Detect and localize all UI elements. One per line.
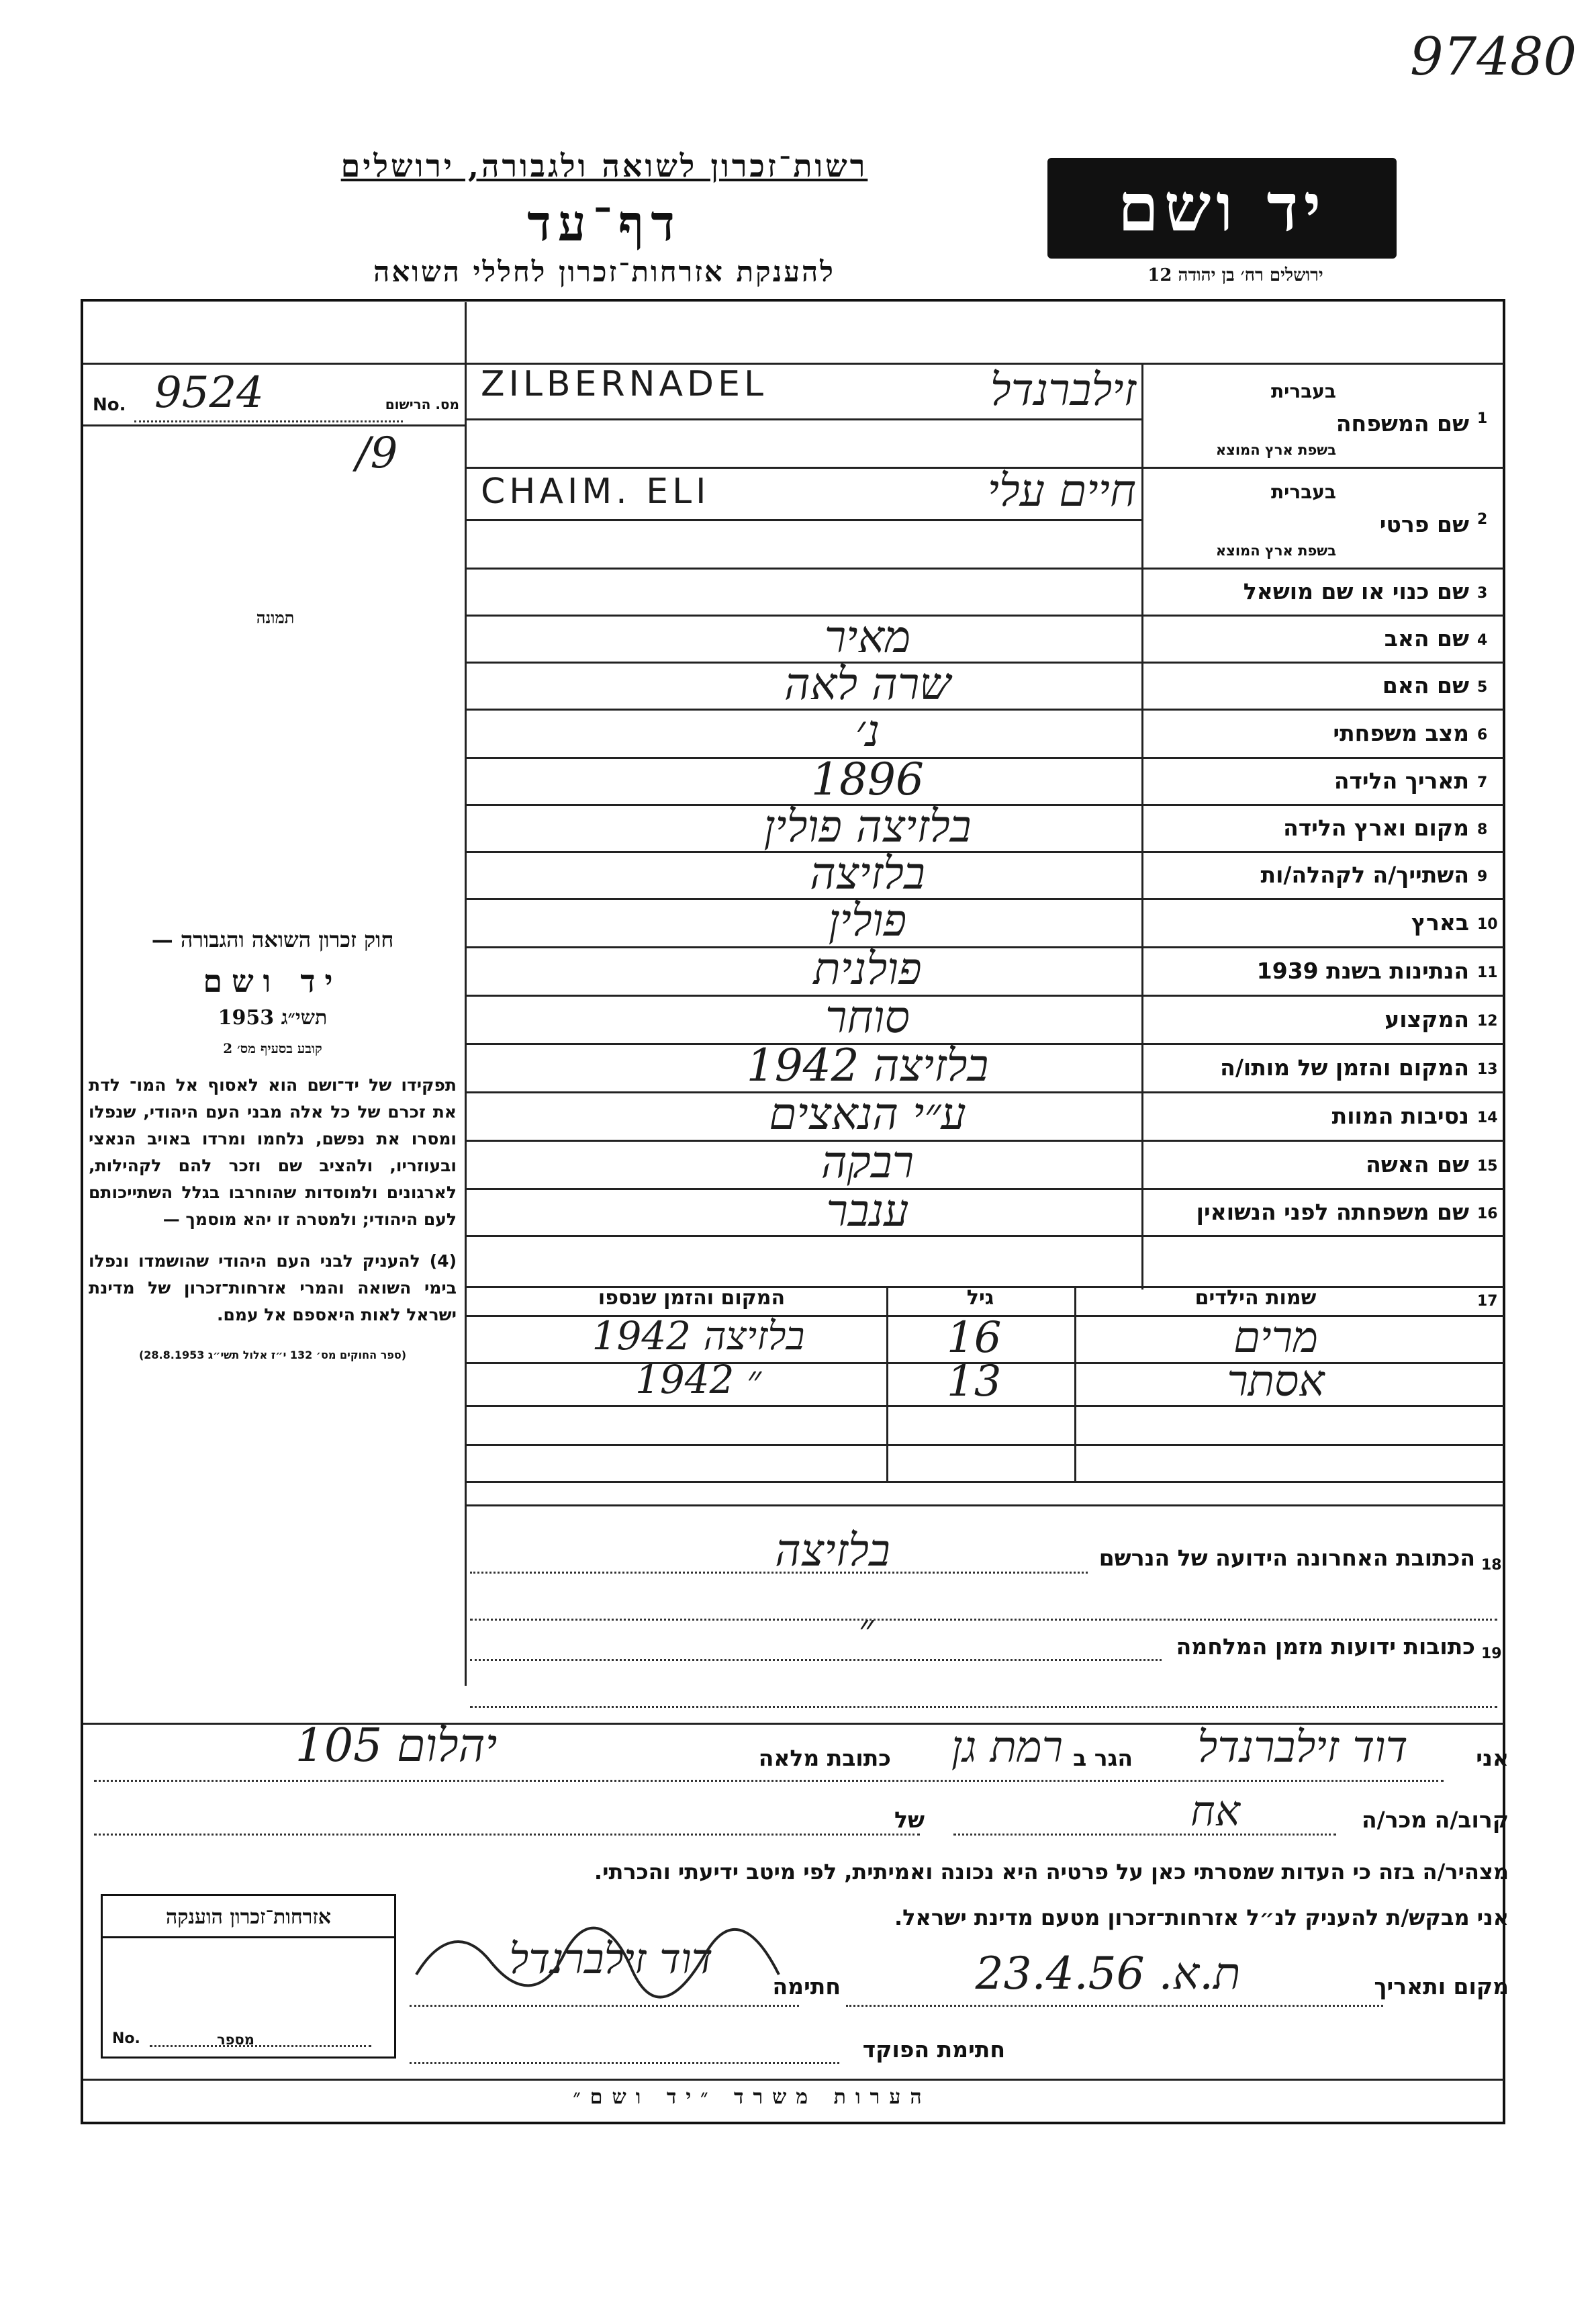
field-number: 6 [1477,727,1488,743]
field-label: שם האב [1384,625,1469,651]
field-18-label: הכתובת האחרונה הידועה של הנרשם [1098,1545,1475,1571]
field-value: 1896 [811,754,924,805]
registry-box [87,368,463,478]
registry-number: 9524 [154,368,264,418]
field-label: שם האם [1382,672,1469,698]
field-number: 8 [1477,821,1488,838]
field-sublabel-hebrew: בעברית [1270,380,1336,402]
field-18-value: בלזיצה [775,1525,890,1576]
field-value: זילברנדל [990,364,1136,416]
field-row [465,1185,1504,1237]
field-value: בלזיצה [810,848,925,899]
law-year: תשי״ג 1953 [218,1006,328,1030]
field-row [465,611,1504,664]
field-value: חיים עלי [987,465,1136,516]
logo-text: יד ושם [1117,169,1327,246]
field-number: 7 [1477,774,1488,791]
form-title: דף־עד [527,195,682,253]
logo-address: ירושלים רח׳ בן יהודה 12 [1147,265,1323,285]
field-sublabel-hebrew: בעברית [1270,481,1336,503]
grant-box [101,1894,396,2059]
field-row [465,465,1504,570]
decl-place-date-value: ת.א. 23.4.56 [975,1948,1241,1999]
children-col-names: שמות הילדים [1194,1286,1317,1310]
form-subtitle: להענקת אזרחות־זכרון לחללי השואה [373,255,835,288]
field-label: מקום וארץ הלידה [1283,815,1469,841]
field-18-number: 18 [1481,1557,1502,1574]
field-row [465,943,1504,997]
field-row [465,1088,1504,1142]
field-label: הנתינות בשנת 1939 [1256,958,1469,984]
decl-city: רמת גן [951,1723,1064,1772]
grant-no-label: No. [112,2030,140,2047]
field-label: המקצוע [1384,1006,1469,1032]
law-panel [89,927,457,1361]
decl-relation-value: אח [1190,1787,1240,1836]
law-name: יד ושם [203,963,342,999]
archive-number: 97480 [1410,27,1577,87]
decl-statement-1: מצהיר/ה בזה כי העדות שמסרתי כאן על פרטיה היא נכונה ואמיתית, לפי מיטב ידיעתי והכרתי. [594,1859,1509,1885]
officer-signature-label: חתימת הפוקד [862,2036,1005,2063]
field-value: רבקה [820,1136,914,1188]
field-value: שרה לאה [784,658,951,710]
law-footnote: (ספר החוקים מס׳ 132 י״ז אלול תשי״ג 28.8.1953) [138,1349,407,1361]
decl-prefix: אני [1476,1745,1509,1771]
decl-place-date-label: מקום ותאריך [1374,1973,1509,1999]
field-row [465,570,1504,617]
child-place: ״ 1942 [635,1357,762,1402]
field-label: המקום והזמן של מותו/ה [1220,1054,1469,1081]
field-row [465,1040,1504,1093]
field-number: 5 [1477,679,1488,696]
field-label: שם המשפחה [1335,410,1469,437]
law-heading: חוק זכרון השואה והגבורה — [151,927,394,952]
grant-box-title: אזרחות־זכרון הוענקה [165,1905,332,1929]
field-value: נ׳ [855,705,880,757]
field-value: בלזיצה 1942 [746,1040,989,1091]
field-value-latin: CHAIM. ELI [481,471,710,512]
office-notes: הערות משרד ״יד ושם״ [573,2085,931,2109]
law-paragraph-1: תפקידו של יד־ושם הוא לאסוף אל המו־ לדת את זכרם של כל אלה מבני העם היהודי, שנפלו ומסרו את נפשם, נלחמו ומרדו באויב הנאצי ובעוזריו, ולהציב שם וזכר להם לקהילות, לארגונים ולמוסדות שהוחרבו בגלל השתייכותם לעם היהודי; ולמטרה זו יהא מוסמך — [89,1075,457,1229]
photo-label: תמונה [256,608,295,627]
registry-no-label: No. [93,395,126,415]
field-sublabel-origin: בשפת ארץ המוצא [1215,442,1336,458]
field-19-value: ״ [858,1605,874,1652]
field-label: שם משפחתה לפני הנשואין [1196,1199,1469,1225]
field-value: פולנית [813,943,922,995]
field-value: ע״י הנאצים [769,1088,966,1140]
field-value: פולין [828,895,907,946]
field-number: 9 [1477,868,1488,885]
field-label: תאריך הלידה [1333,768,1469,794]
child-age: 16 [947,1313,1002,1363]
field-number: 12 [1477,1013,1498,1030]
field-number: 4 [1477,632,1488,649]
grant-no-heb: מספר [217,2032,254,2048]
field-row [465,991,1504,1045]
field-number: 13 [1477,1061,1498,1078]
field-value: סוחר [825,991,910,1043]
field-row [465,364,1504,469]
field-value: ענבר [826,1185,909,1236]
field-value: מאיר [824,611,911,663]
header-row-divider [83,363,1504,365]
field-number: 10 [1477,916,1498,933]
decl-name: דוד זילברנדל [1197,1723,1408,1772]
field-number: 14 [1477,1110,1498,1126]
field-value: בלזיצה פולין [763,801,972,852]
field-number: 15 [1477,1158,1498,1175]
field-row [465,801,1504,853]
org-line: רשות־זכרון לשואה ולגבורה, ירושלים [340,148,868,184]
field-label: שם האשה [1366,1151,1469,1177]
field-number: 16 [1477,1206,1498,1222]
field-label: מצב משפחתי [1333,720,1469,746]
field-17-number: 17 [1477,1293,1498,1310]
decl-relation-label: קרוב/ה מכר/ה [1362,1807,1509,1833]
child-place: בלזיצה 1942 [592,1313,805,1359]
field-label: שם כנוי או שם מושאל [1243,578,1469,604]
field-row [465,895,1504,948]
signature-scribble [410,1914,786,2008]
field-row [465,1136,1504,1190]
field-label: בארץ [1411,909,1469,936]
law-clause: קובע בסעיף מס׳ 2 [223,1040,322,1056]
field-19-number: 19 [1481,1645,1502,1662]
field-row [465,754,1504,806]
field-number: 3 [1477,585,1488,602]
field-number: 11 [1477,964,1498,981]
field-value-latin: ZILBERNADEL [481,364,767,404]
yad-vashem-logo [1047,158,1397,259]
field-label: שם פרטי [1379,511,1469,537]
field-row [465,705,1504,759]
registry-extra: /9 [356,428,398,478]
child-name: אסתר [1227,1357,1325,1406]
field-number: 2 [1477,511,1488,528]
child-age: 13 [947,1357,1002,1406]
children-col-age: גיל [966,1286,994,1310]
children-col-place: המקום והזמן שנספו [598,1286,786,1310]
decl-signature-label: חתימה [772,1973,841,1999]
decl-signature: דוד זילברנדל [509,1934,713,1983]
decl-statement-2: אני מבקש/ת להעניק לנ״ל אזרחות־זכרון מטעם מדינת ישראל. [894,1905,1509,1930]
field-number: 1 [1477,410,1488,427]
field-sublabel-origin: בשפת ארץ המוצא [1215,543,1336,559]
child-name: מרים [1233,1313,1319,1363]
field-19-label: כתובות ידועות מזמן המלחמה [1176,1633,1475,1660]
decl-addr-label: כתובת מלאה [758,1745,891,1771]
field-label: השתייך/ה לקהלה/ות [1260,862,1469,888]
registry-heb-label: מס. הרישום [385,396,459,412]
decl-addr: יהלום 105 [295,1719,498,1772]
decl-mid: הגר ב [1073,1745,1133,1771]
field-row [465,658,1504,711]
law-paragraph-2: (4) להעניק לבני העם היהודי שהושמדו ונפלו בימי השואה והמרי אזרחות־זכרון של מדינת ישראל לאות היאספם אל עמם. [89,1251,457,1324]
decl-of: של [894,1807,925,1833]
field-label: נסיבות המוות [1331,1103,1469,1129]
field-row [465,848,1504,900]
